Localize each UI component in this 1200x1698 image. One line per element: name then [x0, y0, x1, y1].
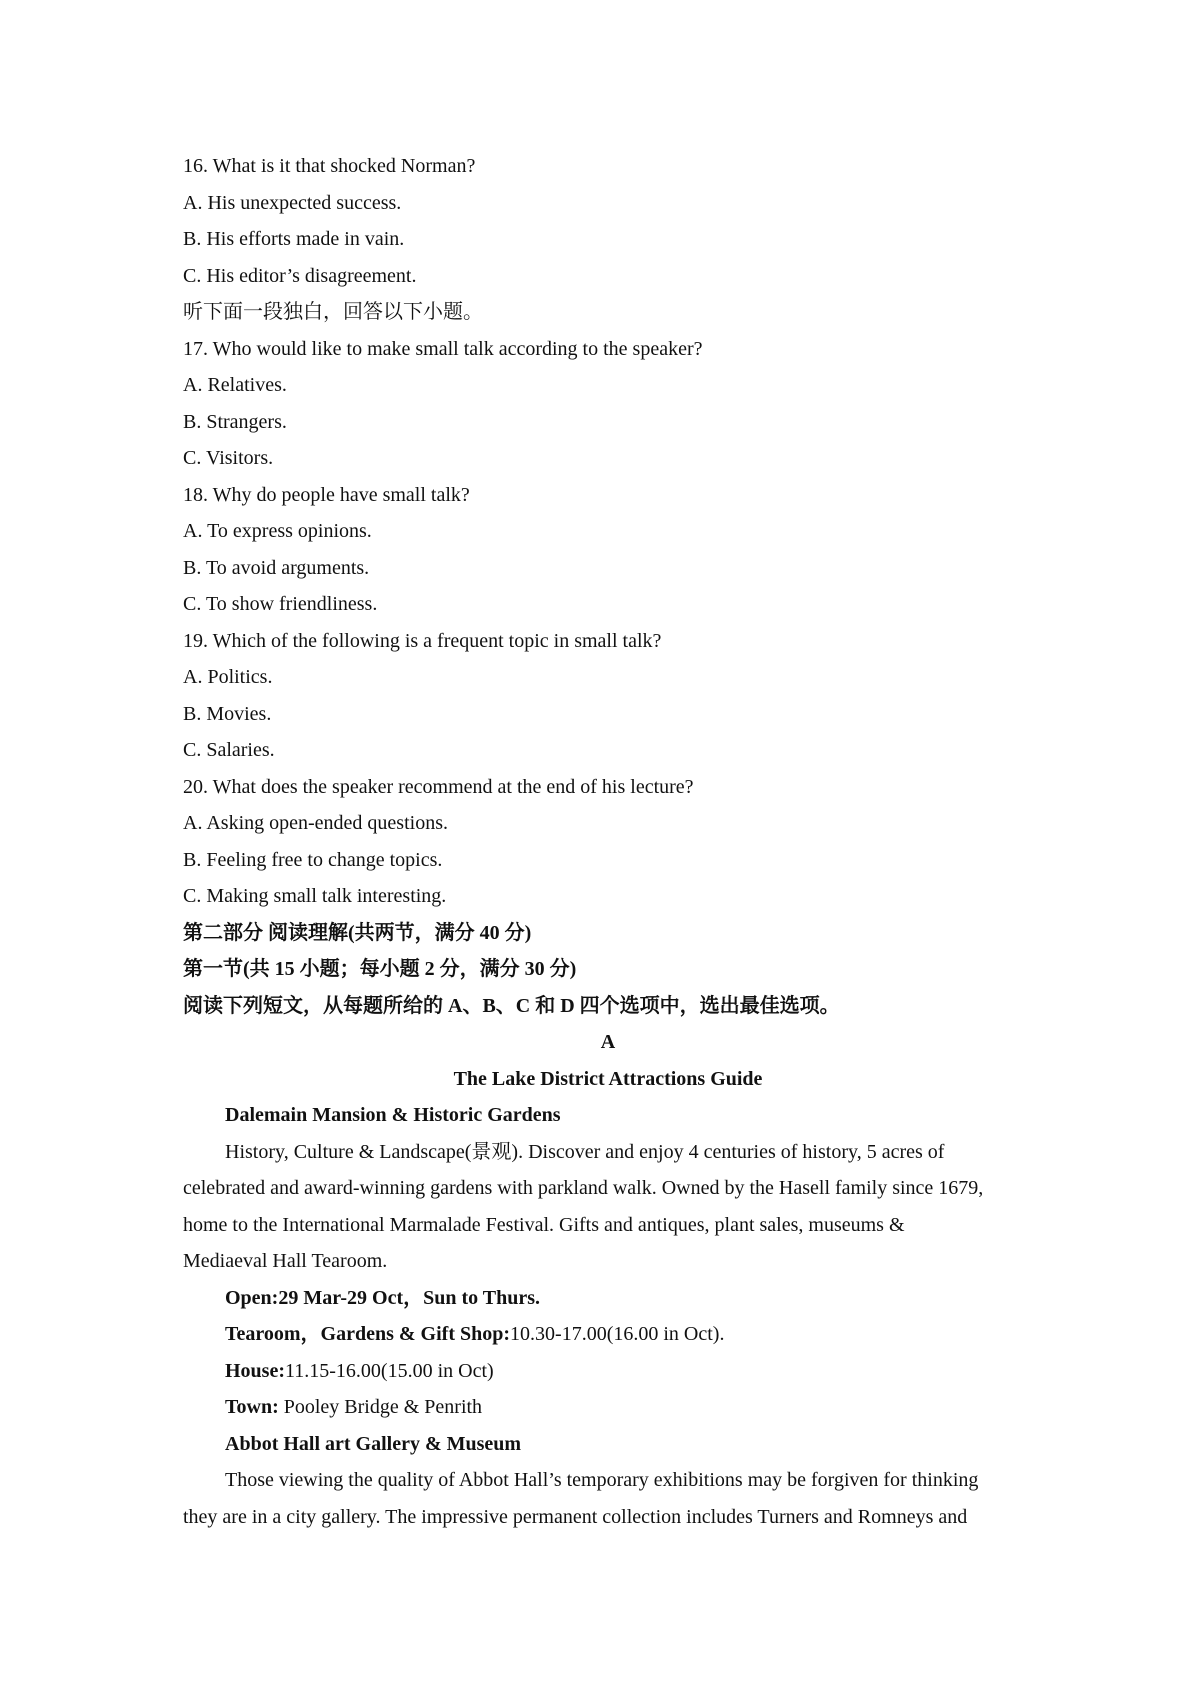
option-17b: B. Strangers. — [183, 410, 287, 433]
tearoom-label: Tearoom，Gardens & Gift Shop: — [225, 1323, 511, 1345]
option-19c: C. Salaries. — [183, 739, 275, 761]
option-20a: A. Asking open-ended questions. — [183, 812, 448, 834]
dalemain-open: Open:29 Mar-29 Oct，Sun to Thurs. — [225, 1286, 541, 1309]
question-20: 20. What does the speaker recommend at the end of his lecture? — [183, 775, 694, 798]
dalemain-line-2: celebrated and award-winning gardens with parkland walk. Owned by the Hasell family since 1679, — [183, 1177, 984, 1199]
reading-section-heading: 第一节(共 15 小题；每小题 2 分，满分 30 分) — [183, 958, 577, 980]
passage-letter: A — [600, 1031, 616, 1053]
option-17c: C. Visitors. — [183, 447, 274, 469]
reading-part-heading: 第二部分 阅读理解(共两节，满分 40 分) — [183, 921, 532, 944]
town-value: Pooley Bridge & Penrith — [278, 1396, 483, 1418]
question-18: 18. Why do people have small talk? — [183, 483, 470, 506]
option-18b: B. To avoid arguments. — [183, 556, 370, 579]
question-16: 16. What is it that shocked Norman? — [183, 155, 476, 177]
option-20b: B. Feeling free to change topics. — [183, 848, 443, 871]
option-19a: A. Politics. — [183, 666, 273, 688]
option-16b: B. His efforts made in vain. — [183, 228, 405, 250]
tearoom-hours: 10.30-17.00(16.00 in Oct). — [510, 1323, 725, 1345]
house-label: House: — [225, 1359, 285, 1382]
dalemain-town — [183, 1389, 1033, 1426]
option-16c: C. His editor’s disagreement. — [183, 264, 417, 287]
dalemain-line-1: History, Culture & Landscape(景观). Discover and enjoy 4 centuries of history, 5 acres of — [225, 1140, 945, 1163]
passage-title: The Lake District Attractions Guide — [453, 1067, 763, 1090]
dalemain-title: Dalemain Mansion & Historic Gardens — [225, 1104, 561, 1126]
option-18a: A. To express opinions. — [183, 520, 372, 542]
monologue-instruction: 听下面一段独白，回答以下小题。 — [183, 301, 483, 323]
abbot-line-1: Those viewing the quality of Abbot Hall’s temporary exhibitions may be forgiven for thinking — [225, 1469, 979, 1491]
option-20c: C. Making small talk interesting. — [183, 885, 447, 907]
dalemain-line-3: home to the International Marmalade Festival. Gifts and antiques, plant sales, museums & — [183, 1213, 905, 1236]
town-label: Town: — [225, 1396, 279, 1418]
option-19b: B. Movies. — [183, 702, 272, 725]
question-19: 19. Which of the following is a frequent topic in small talk? — [183, 629, 662, 652]
question-17: 17. Who would like to make small talk according to the speaker? — [183, 337, 703, 360]
reading-instruction: 阅读下列短文，从每题所给的 A、B、C 和 D 四个选项中，选出最佳选项。 — [183, 994, 840, 1017]
page-content — [183, 148, 1033, 1535]
option-18c: C. To show friendliness. — [183, 593, 378, 615]
abbot-line-2: they are in a city gallery. The impressive permanent collection includes Turners and Romneys and — [183, 1505, 968, 1528]
abbot-title: Abbot Hall art Gallery & Museum — [225, 1432, 522, 1455]
option-17a: A. Relatives. — [183, 374, 287, 396]
dalemain-tearoom — [183, 1316, 1033, 1353]
house-hours: 11.15-16.00(15.00 in Oct) — [285, 1359, 494, 1382]
dalemain-line-4: Mediaeval Hall Tearoom. — [183, 1250, 388, 1272]
dalemain-house — [183, 1353, 1033, 1390]
option-16a: A. His unexpected success. — [183, 191, 402, 214]
